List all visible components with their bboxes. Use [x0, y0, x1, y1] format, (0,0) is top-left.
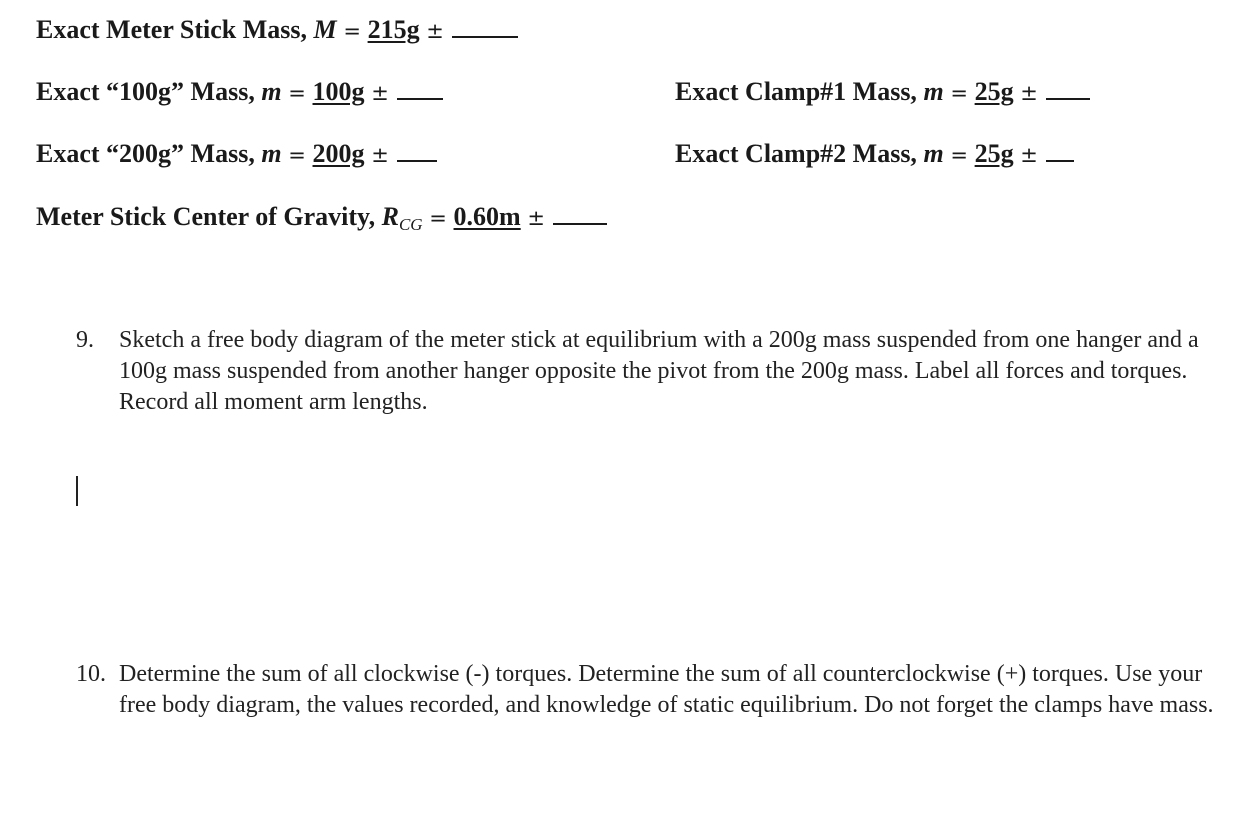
- clamp2-mass-variable: m: [923, 139, 944, 168]
- mass-100g-plusminus: ±: [364, 81, 389, 105]
- center-of-gravity-plusminus: ±: [520, 206, 545, 230]
- center-of-gravity-line: [36, 201, 607, 241]
- mass-200g-value: 200g: [312, 139, 365, 168]
- question-10-number: 10.: [76, 661, 106, 687]
- center-of-gravity-value: 0.60m: [453, 202, 521, 231]
- meter-stick-mass-label: Exact Meter Stick Mass,: [36, 15, 314, 44]
- clamp2-mass-uncertainty-blank[interactable]: [1046, 138, 1074, 162]
- mass-200g-equals: =: [281, 143, 313, 167]
- clamp1-mass-variable: m: [923, 77, 944, 106]
- center-of-gravity-equals: =: [422, 206, 454, 230]
- clamp2-mass-equals: =: [943, 143, 975, 167]
- mass-100g-label: Exact “100g” Mass,: [36, 77, 262, 106]
- mass-200g-variable: m: [261, 139, 282, 168]
- mass-100g-uncertainty-blank[interactable]: [397, 76, 443, 100]
- mass-200g-plusminus: ±: [364, 143, 389, 167]
- meter-stick-mass-variable: M: [313, 15, 337, 44]
- meter-stick-mass-line: [36, 14, 518, 47]
- meter-stick-mass-equals: =: [336, 19, 368, 43]
- center-of-gravity-label: Meter Stick Center of Gravity,: [36, 202, 382, 231]
- clamp2-mass-plusminus: ±: [1013, 143, 1038, 167]
- mass-100g-variable: m: [261, 77, 282, 106]
- clamp1-mass-uncertainty-blank[interactable]: [1046, 76, 1090, 100]
- mass-200g-line: [36, 138, 437, 171]
- question-9-text: Sketch a free body diagram of the meter stick at equilibrium with a 200g mass suspended from one hanger and a 100g mass suspended from another hanger opposite the pivot from the 200g mass. Label all forces and torques. Record all moment arm lengths.: [119, 327, 1199, 415]
- mass-100g-line: [36, 76, 443, 109]
- clamp2-mass-line: [675, 138, 1074, 171]
- meter-stick-mass-value: 215g: [367, 15, 420, 44]
- clamp1-mass-plusminus: ±: [1013, 81, 1038, 105]
- mass-200g-uncertainty-blank[interactable]: [397, 138, 437, 162]
- center-of-gravity-variable: R: [381, 202, 399, 231]
- clamp1-mass-value: 25g: [974, 77, 1014, 106]
- question-10: [76, 659, 1226, 721]
- clamp2-mass-value: 25g: [974, 139, 1014, 168]
- question-10-text: Determine the sum of all clockwise (-) torques. Determine the sum of all counterclockwise (+) torques. Use your free body diagram, the values recorded, and knowledge of static equilibrium. Do not forget the clamps have mass.: [119, 661, 1214, 718]
- clamp1-mass-line: [675, 76, 1090, 109]
- clamp1-mass-equals: =: [943, 81, 975, 105]
- question-9: [76, 325, 1226, 418]
- clamp1-mass-label: Exact Clamp#1 Mass,: [675, 77, 924, 106]
- meter-stick-mass-uncertainty-blank[interactable]: [452, 14, 518, 38]
- mass-100g-value: 100g: [312, 77, 365, 106]
- clamp2-mass-label: Exact Clamp#2 Mass,: [675, 139, 924, 168]
- center-of-gravity-subscript: CG: [398, 215, 423, 234]
- text-cursor: [76, 476, 78, 506]
- mass-100g-equals: =: [281, 81, 313, 105]
- question-9-number: 9.: [76, 327, 94, 353]
- meter-stick-mass-plusminus: ±: [419, 19, 444, 43]
- center-of-gravity-uncertainty-blank[interactable]: [553, 201, 607, 225]
- mass-200g-label: Exact “200g” Mass,: [36, 139, 262, 168]
